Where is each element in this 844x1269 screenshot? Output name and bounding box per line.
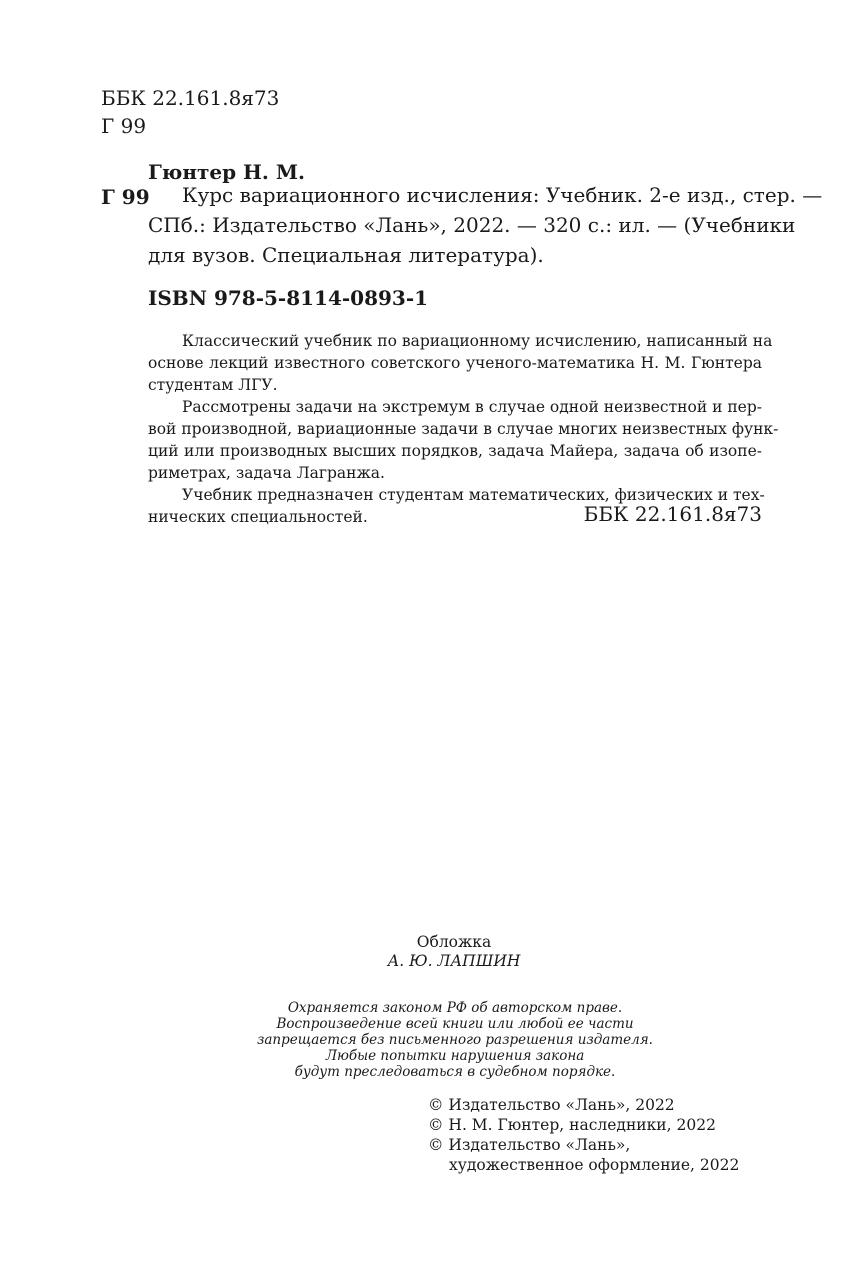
title-line: СПб.: Издательство «Лань», 2022. — 320 с.: ил. — (Учебники (148, 213, 796, 237)
copyright-block (428, 1095, 739, 1175)
legal-line: будут преследоваться в судебном порядке. (294, 1064, 616, 1080)
copyright-notice (240, 1000, 670, 1080)
copyright-line: © Н. М. Гюнтер, наследники, 2022 (428, 1116, 716, 1134)
abstract-line: Учебник предназначен студентам математических, физических и тех- (182, 486, 765, 504)
abstract-line: Рассмотрены задачи на экстремум в случае одной неизвестной и пер- (182, 398, 763, 416)
author-sign-code: Г 99 (101, 185, 150, 209)
abstract-line: основе лекций известного советского ученого-математика Н. М. Гюнтера (148, 354, 762, 372)
abstract-line: ций или производных высших порядков, задача Майера, задача об изопе- (148, 442, 762, 460)
bbk-classification-bottom: ББК 22.161.8я73 (583, 502, 762, 526)
title-line: для вузов. Специальная литература). (148, 243, 544, 267)
cover-credit (300, 933, 608, 971)
legal-line: Воспроизведение всей книги или любой ее части (276, 1016, 634, 1032)
copyright-line: © Издательство «Лань», 2022 (428, 1096, 675, 1114)
copyright-line: © Издательство «Лань», (428, 1136, 631, 1154)
abstract-line: вой производной, вариационные задачи в случае многих неизвестных функ- (148, 420, 779, 438)
cover-label: Обложка (416, 933, 492, 951)
abstract (148, 330, 779, 528)
author-sign: Г 99 (101, 114, 147, 138)
abstract-line: студентам ЛГУ. (148, 376, 278, 394)
bibliographic-description (148, 180, 823, 270)
legal-line: запрещается без письменного разрешения издателя. (257, 1032, 653, 1048)
title-line: Курс вариационного исчисления: Учебник. 2-е изд., стер. — (182, 183, 823, 207)
author-name: Гюнтер Н. М. (148, 160, 305, 184)
bbk-classification: ББК 22.161.8я73 (101, 86, 280, 110)
copyright-line: художественное оформление, 2022 (449, 1156, 740, 1174)
abstract-line: нических специальностей. (148, 508, 368, 526)
abstract-line: Классический учебник по вариационному исчислению, написанный на (182, 332, 773, 350)
cover-artist: А. Ю. ЛАПШИН (387, 952, 521, 970)
abstract-line: риметрах, задача Лагранжа. (148, 464, 385, 482)
legal-line: Охраняется законом РФ об авторском праве. (287, 1000, 623, 1016)
isbn: ISBN 978-5-8114-0893-1 (148, 286, 429, 310)
legal-line: Любые попытки нарушения закона (325, 1048, 585, 1064)
bbk-header (101, 84, 279, 140)
